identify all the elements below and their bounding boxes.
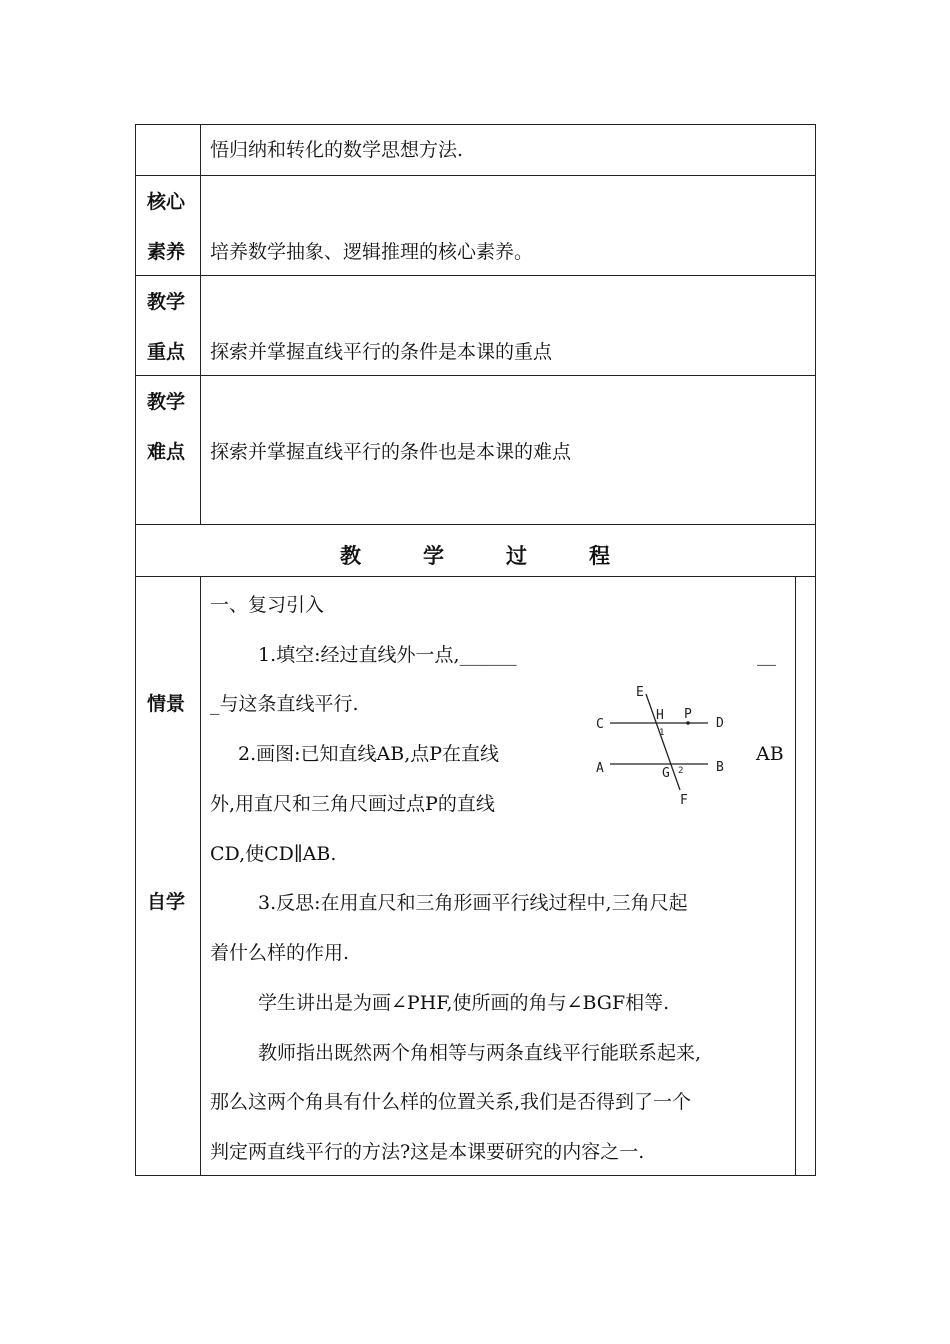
teacher-note-line-2: 那么这两个角具有什么样的位置关系,我们是否得到了一个 [210, 1091, 692, 1113]
row-content-key-point: 探索并掌握直线平行的条件是本课的重点 [210, 341, 553, 363]
parallel-lines-diagram [590, 682, 740, 812]
row-divider [135, 576, 816, 577]
label-p: P [684, 707, 692, 722]
label-c: C [596, 717, 604, 732]
question-1-line-2: _与这条直线平行. [210, 693, 359, 715]
section-title-char: 过 [506, 544, 527, 568]
label-a: A [596, 761, 604, 776]
label-scenario: 情景 [147, 693, 186, 715]
label-difficulty-top: 教学 [147, 391, 186, 413]
question-2-line-1: 2.画图:已知直线AB,点P在直线 [238, 743, 500, 765]
label-b: B [716, 760, 724, 775]
section-title-char: 教 [340, 544, 361, 568]
question-3-line-2: 着什么样的作用. [210, 942, 350, 964]
label-angle-2: 2 [678, 766, 684, 776]
label-d: D [716, 716, 724, 731]
question-2-right: AB [756, 743, 784, 765]
column-divider [200, 124, 201, 525]
section-title-char: 学 [423, 544, 444, 568]
label-core-literacy-top: 核心 [147, 191, 186, 213]
label-e: E [636, 685, 644, 700]
label-difficulty-bottom: 难点 [147, 441, 186, 463]
question-2-line-3: CD,使CD∥AB. [210, 843, 337, 865]
column-divider [200, 576, 201, 1176]
question-2-line-2: 外,用直尺和三角尺画过点P的直线 [210, 793, 495, 815]
label-key-point-bottom: 重点 [147, 341, 186, 363]
student-answer: 学生讲出是为画∠PHF,使所画的角与∠BGF相等. [258, 992, 670, 1014]
question-1-line-1: 1.填空:经过直线外一点,______ [258, 644, 517, 666]
label-g: G [662, 766, 670, 781]
label-angle-1: 1 [659, 728, 665, 738]
label-self-study: 自学 [147, 891, 186, 913]
question-1-right-blank: __ [757, 644, 776, 666]
row-divider [135, 375, 816, 376]
teacher-note-line-3: 判定两直线平行的方法?这是本课要研究的内容之一. [210, 1141, 645, 1163]
column-divider [795, 576, 796, 1176]
label-f: F [680, 793, 688, 808]
section-title [340, 540, 610, 570]
label-key-point-top: 教学 [147, 291, 186, 313]
section-title-char: 程 [589, 544, 610, 568]
row-content-thinking: 悟归纳和转化的数学思想方法. [210, 139, 464, 161]
label-core-literacy-bottom: 素养 [147, 241, 186, 263]
row-content-core-literacy: 培养数学抽象、逻辑推理的核心素养。 [210, 241, 534, 263]
process-heading: 一、复习引入 [210, 594, 325, 616]
label-h: H [656, 708, 664, 723]
row-divider [135, 175, 816, 176]
question-3-line-1: 3.反思:在用直尺和三角形画平行线过程中,三角尺起 [258, 892, 688, 914]
row-content-difficulty: 探索并掌握直线平行的条件也是本课的难点 [210, 441, 572, 463]
row-divider [135, 275, 816, 276]
row-divider [135, 524, 816, 525]
teacher-note-line-1: 教师指出既然两个角相等与两条直线平行能联系起来, [258, 1042, 702, 1064]
